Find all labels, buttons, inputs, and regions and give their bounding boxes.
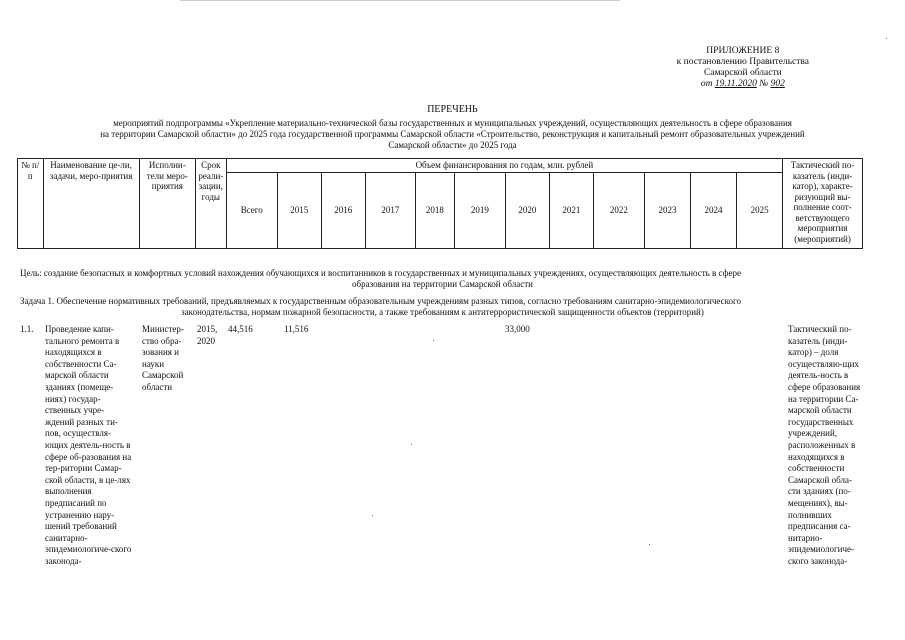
header-year: 2020: [505, 172, 549, 248]
measure-term: 2015, 2020: [197, 324, 218, 346]
measure-executor: Министер-ство обра-зования и науки Самарской области: [142, 324, 184, 392]
header-total: Всего: [226, 172, 277, 248]
scan-speck: [372, 515, 373, 516]
document-subtitle: [20, 118, 885, 151]
measure-2015-amount: 11,516: [284, 324, 309, 334]
task-statement: [20, 296, 865, 318]
header-year: 2015: [277, 172, 321, 248]
header-year: 2018: [415, 172, 454, 248]
measure-indicator: Тактический по-казатель (инди-катор) – доля осуществляю-щих деятель-ность в сфере образования на территории Са-марской области государственных учреждений, расположенных в находящихся в собственности Самарской обла-сти зданиях (по-мещениях), вы-полнивших предписания са-нитарно-эпидемиологиче-ского законода-: [788, 324, 861, 566]
header-indicator: Тактический по-казатель (инди-катор), характе-ризующий вы-полнение соот-ветствующего мероприятия (мероприятий): [783, 159, 863, 249]
header-num: № п/п: [18, 159, 44, 249]
header-year: 2021: [549, 172, 593, 248]
funding-table-header: [17, 158, 863, 249]
scan-top-edge: [180, 0, 620, 1]
subtitle-line: на территории Самарской области» до 2025 года государственной программы Самарской области «Строительство, реконструкция и капитальный ремонт образовательных учреждений: [100, 129, 805, 139]
goal-statement: [20, 268, 865, 290]
measure-total: 44,516: [228, 324, 253, 334]
appendix-line: Самарской области: [703, 68, 782, 78]
header-year: 2024: [691, 172, 737, 248]
goal-line: образования на территории Самарской области: [352, 279, 533, 289]
header-year: 2025: [737, 172, 783, 248]
header-year: 2023: [645, 172, 691, 248]
resolution-date-number: [677, 79, 809, 90]
header-name: Наименование це-ли, задачи, меро-приятия: [43, 159, 139, 249]
appendix-block: [677, 46, 809, 90]
header-year: 2016: [321, 172, 365, 248]
appendix-line: к постановлению Правительства: [676, 57, 809, 67]
header-executor: Исполни-тели меро-приятия: [139, 159, 195, 249]
subtitle-line: Самарской области» до 2025 года: [388, 140, 517, 150]
task-line: Задача 1. Обеспечение нормативных требований, предъявляемых к государственным образовательным учреждениям разных типов, согласно требованиям санитарно-эпидемиологического: [20, 296, 741, 306]
task-line: законодательства, нормам пожарной безопасности, а также требованиям к антитеррористической защищенности объектов (территорий): [181, 307, 704, 317]
header-year: 2017: [365, 172, 415, 248]
measure-number: 1.1.: [20, 324, 34, 334]
date-prefix: от: [700, 79, 713, 89]
header-term: Срок реали-зации, годы: [195, 159, 226, 249]
header-year: 2022: [593, 172, 644, 248]
header-funding: Объем финансирования по годам, млн. рублей: [226, 159, 782, 173]
scan-speck: [649, 544, 650, 545]
subtitle-line: мероприятий подпрограммы «Укрепление материально-технической базы государственных и муниципальных учреждений, осуществляющих деятельность в сфере образования: [113, 118, 792, 128]
measure-2020-amount: 33,000: [505, 324, 530, 334]
scan-speck: [411, 444, 412, 445]
resolution-number: 902: [770, 79, 785, 89]
document-title: ПЕРЕЧЕНЬ: [427, 104, 478, 115]
number-prefix: №: [759, 79, 769, 89]
goal-line: Цель: создание безопасных и комфортных условий нахождения обучающихся и воспитанников в государственных и муниципальных учреждениях, осуществляющих деятельность в сфере: [20, 268, 741, 278]
scan-speck: [886, 38, 887, 39]
appendix-title: ПРИЛОЖЕНИЕ 8: [706, 46, 780, 56]
resolution-date: 19.11.2020: [714, 79, 757, 89]
scan-speck: [433, 340, 434, 341]
header-year: 2019: [454, 172, 505, 248]
measure-name: Проведение капи-тального ремонта в находящихся в собственности Са-марской области зданиях (помеще-ниях) государ-ственных учре-ждений разных ти-пов, осуществля-ющих деятель-ность в сфере об-разования на тер-ритории Самар-ской области, в це-лях выполнения предписаний по устранению нару-шений требований санитарно-эпидемиологиче-ского законода-: [45, 324, 132, 566]
